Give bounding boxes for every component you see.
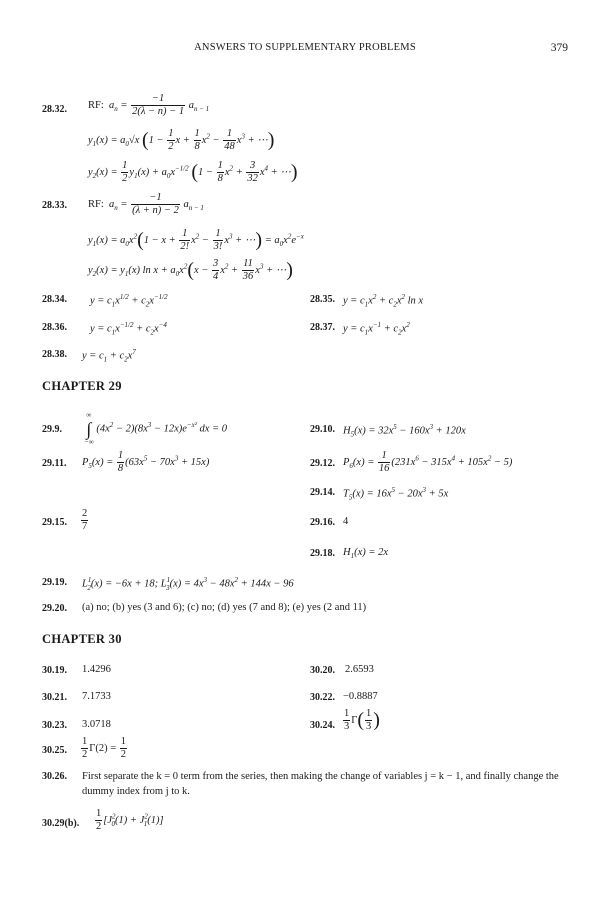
problem-label: 29.16. xyxy=(310,517,335,528)
problem-label: 30.25. xyxy=(42,745,67,756)
problem-answer: $y = c_1x^{-1} + c_2x^2$ xyxy=(343,321,410,337)
problem-answer: 4 xyxy=(343,516,349,527)
problem-label: 29.14. xyxy=(310,487,335,498)
chapter-heading: CHAPTER 30 xyxy=(42,632,122,646)
problem-answer: 1.4296 xyxy=(82,664,111,675)
problem-answer: $L^1_2(x) = -6x + 18$; $L^1_3(x) = 4x^3 - 48x^2 + 144x - 96$ xyxy=(82,576,294,592)
recurrence-formula: RF: $a_n$ = $\frac{-1}{(\lambda + n) - 2}$ $a_{n - 1}$ xyxy=(88,192,204,216)
rf-label: RF: xyxy=(88,198,104,210)
problem-label: 28.38. xyxy=(42,349,67,360)
problem-label: 28.32. xyxy=(42,104,67,115)
rf-label: RF: xyxy=(88,99,104,111)
problem-label: 28.35. xyxy=(310,294,335,305)
solution-y2: $y_2(x) = y_1(x)$ $\ln x + a_0x^2(x$ − $\frac{3}{4}$ $x^2$ + $\frac{11}{36}$ $x^3$ + ⋯) xyxy=(88,258,293,282)
problem-answer: $\frac{1}{2}$ Γ(2) = $\frac{1}{2}$ xyxy=(82,736,126,760)
problem-label: 30.22. xyxy=(310,692,335,703)
problem-label: 28.34. xyxy=(42,294,67,305)
page-number: 379 xyxy=(550,42,568,54)
problem-label: 28.33. xyxy=(42,200,67,211)
problem-answer: $y = c_1 + c_2x^7$ xyxy=(82,348,136,364)
header-title: ANSWERS TO SUPPLEMENTARY PROBLEMS xyxy=(194,42,416,53)
problem-answer: First separate the k = 0 term from the series, then making the change of variables j = k − 1, and finally change the dummy index from j to k. xyxy=(82,771,559,797)
solution-y1: $y_1(x) = a_0x^2(1 - x$ + $\frac{1}{2!}$ $x^2$ − $\frac{1}{3!}$ $x^3$ + ⋯) = $a_0x^2e^{-x}$ xyxy=(88,228,304,252)
problem-answer: $H_5(x) = 32x^5 - 160x^3 + 120x$ xyxy=(343,423,466,439)
problem-label: 29.9. xyxy=(42,424,62,435)
problem-answer: $P_5(x)$ = $\frac{1}{8}$ $(63x^5 - 70x^3 + 15x)$ xyxy=(82,450,210,474)
problem-answer: 2.6593 xyxy=(345,664,374,675)
problem-answer: $\frac{2}{7}$ xyxy=(82,508,88,532)
problem-label: 30.20. xyxy=(310,665,335,676)
recurrence-formula: RF: $a_n$ = $\frac{-1}{2(\lambda - n) - 1}$ $a_{n - 1}$ xyxy=(88,93,210,117)
problem-label: 28.37. xyxy=(310,322,335,333)
problem-answer: $\frac{1}{3}$ Γ( $\frac{1}{3}$ ) xyxy=(344,708,380,732)
problem-answer: $T_5(x) = 16x^5 - 20x^3 + 5x$ xyxy=(343,486,449,502)
problem-answer: (a) no; (b) yes (3 and 6); (c) no; (d) yes (7 and 8); (e) yes (2 and 11) xyxy=(82,602,367,613)
problem-label: 30.24. xyxy=(310,720,335,731)
problem-label: 30.29(b). xyxy=(42,818,80,829)
problem-label: 29.15. xyxy=(42,517,67,528)
problem-label: 30.23. xyxy=(42,720,67,731)
problem-answer: 7.1733 xyxy=(82,691,111,702)
problem-answer: $\frac{1}{2}$ $[J^2_0(1) + J^2_1(1)]$ xyxy=(96,808,164,832)
problem-label: 29.19. xyxy=(42,577,67,588)
problem-label: 29.11. xyxy=(42,458,67,469)
problem-label: 29.20. xyxy=(42,603,67,614)
problem-answer: $H_1(x) = 2x$ xyxy=(343,547,388,561)
problem-answer: ∞ ∫ −∞ $(4x^2 - 2)(8x^3 - 12x)e^{-x^2}$ dx = 0 xyxy=(84,411,227,446)
problem-answer: $y = c_1x^2 + c_2x^2$ ln x xyxy=(343,293,424,309)
solution-y1: $y_1(x) = a_0√x$ (1 − $\frac{1}{2}$ x + $\frac{1}{8}$ $x^2$ − $\frac{1}{48}$ $x^3$ + ⋯) xyxy=(88,128,275,152)
problem-answer: −0.8887 xyxy=(343,691,378,702)
problem-label: 29.18. xyxy=(310,548,335,559)
problem-label: 30.21. xyxy=(42,692,67,703)
problem-label: 29.12. xyxy=(310,458,335,469)
problem-answer: 3.0718 xyxy=(82,719,111,730)
problem-label: 30.19. xyxy=(42,665,67,676)
problem-label: 30.26. xyxy=(42,771,67,782)
solution-y2: $y_2(x)$ = $\frac{1}{2}$ $y_1(x) + a_0x^{-1/2}$ (1 − $\frac{1}{8}$ $x^2$ + $\frac{3}{32}$ $x^4$ + ⋯) xyxy=(88,160,298,184)
chapter-heading: CHAPTER 29 xyxy=(42,379,122,393)
problem-answer: $y = c_1x^{1/2} + c_2x^{-1/2}$ xyxy=(90,293,168,309)
problem-answer: $P_6(x)$ = $\frac{1}{16}$ $(231x^6 - 315x^4 + 105x^2 - 5)$ xyxy=(343,450,513,474)
problem-label: 29.10. xyxy=(310,424,335,435)
problem-answer: $y = c_1x^{-1/2} + c_2x^{-4}$ xyxy=(90,321,167,337)
problem-label: 28.36. xyxy=(42,322,67,333)
